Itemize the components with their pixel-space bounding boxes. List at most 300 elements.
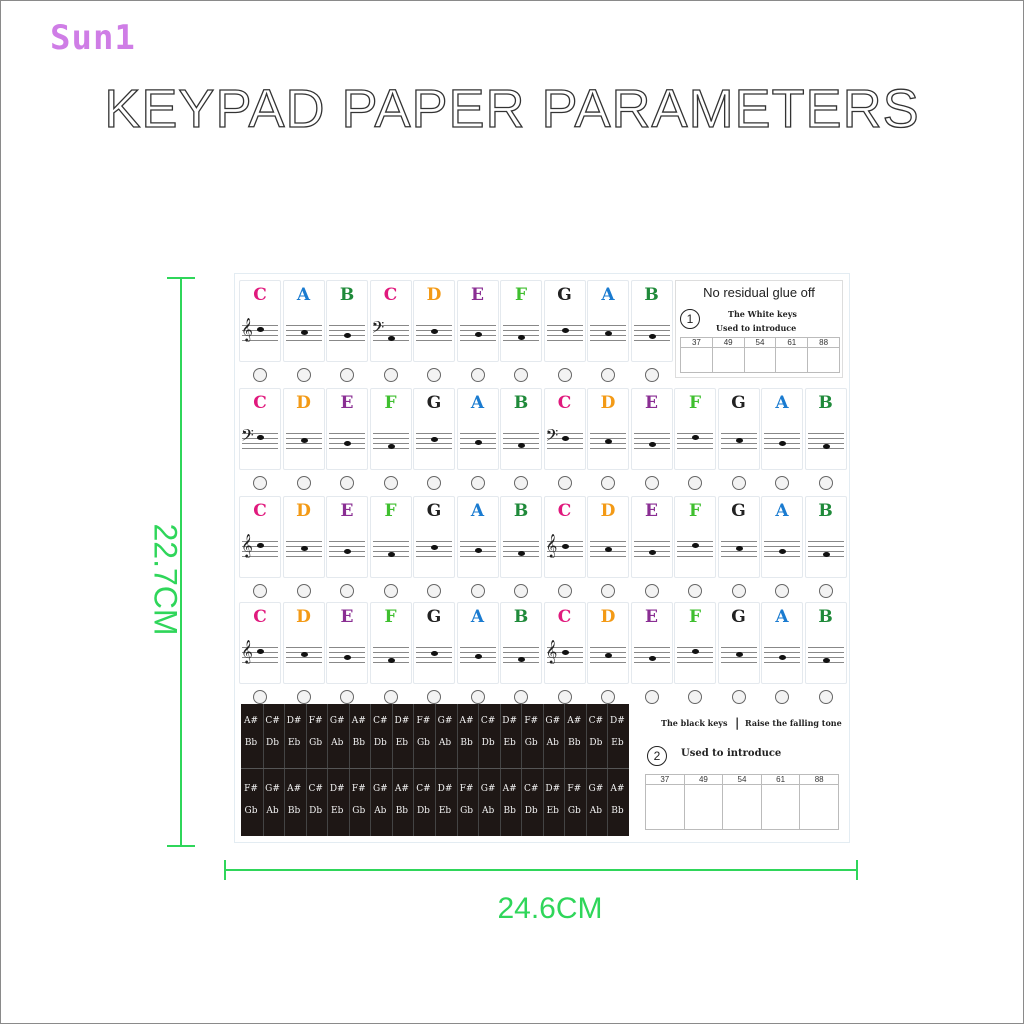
clef-icon: 𝄞	[545, 639, 558, 663]
key-count-value: 49	[713, 338, 744, 348]
key-number-badge	[732, 690, 746, 704]
key-number-badge	[253, 690, 267, 704]
note-letter: C	[253, 607, 267, 627]
note-head-icon	[431, 545, 438, 550]
key-number-badge	[297, 476, 311, 490]
white-key-sticker	[587, 496, 629, 578]
note-letter: C	[253, 393, 267, 413]
black-key-label: G#	[588, 784, 604, 794]
raise-falling-tone-label: Raise the falling tone	[745, 718, 842, 728]
white-key-sticker	[413, 280, 455, 362]
key-number-badge	[775, 690, 789, 704]
black-key-divider	[457, 704, 458, 836]
white-key-sticker	[718, 496, 760, 578]
black-key-label: Ab	[266, 806, 279, 816]
white-key-sticker	[761, 602, 803, 684]
note-letter: A	[296, 285, 311, 305]
black-key-divider	[370, 704, 371, 836]
white-key-sticker	[413, 602, 455, 684]
black-key-divider	[263, 704, 264, 836]
white-key-sticker	[587, 388, 629, 470]
black-key-label: C#	[416, 784, 431, 794]
white-key-sticker	[370, 496, 412, 578]
black-key-divider	[564, 704, 565, 836]
height-dimension-cap-bottom	[167, 845, 195, 847]
note-letter: G	[731, 393, 746, 413]
black-key-label: Eb	[503, 738, 516, 748]
black-key-label: Eb	[395, 738, 409, 748]
black-key-label: F#	[459, 784, 474, 794]
black-key-label: Ab	[589, 806, 602, 816]
black-key-divider	[284, 704, 285, 836]
white-key-sticker	[326, 602, 368, 684]
black-key-label: A#	[394, 784, 409, 794]
black-key-label: Db	[524, 806, 538, 816]
note-letter: G	[426, 607, 442, 627]
note-head-icon	[605, 653, 612, 658]
black-keys-label: The black keys	[661, 718, 728, 728]
note-letter: F	[384, 393, 397, 413]
white-key-sticker	[631, 496, 673, 578]
key-number-badge	[253, 368, 267, 382]
black-key-divider	[349, 704, 350, 836]
white-key-sticker	[631, 280, 673, 362]
key-number-badge	[514, 690, 528, 704]
note-head-icon	[692, 435, 699, 440]
watermark: Sun1	[50, 18, 136, 58]
white-key-sticker	[805, 388, 847, 470]
note-head-icon	[431, 437, 438, 442]
black-key-label: Gb	[524, 738, 538, 748]
note-letter: A	[775, 393, 789, 413]
key-number-badge	[471, 690, 485, 704]
note-letter: A	[470, 607, 485, 627]
key-number-badge	[558, 584, 572, 598]
white-key-sticker	[457, 388, 499, 470]
black-key-divider	[327, 704, 328, 836]
note-head-icon	[779, 549, 786, 554]
note-head-icon	[605, 331, 612, 336]
width-dimension-cap-right	[856, 860, 858, 880]
black-key-label: D#	[610, 716, 625, 726]
note-head-icon	[344, 655, 351, 660]
black-key-label: C#	[265, 716, 280, 726]
black-key-label: Bb	[503, 806, 516, 816]
info-heading: No residual glue off	[703, 285, 815, 300]
black-key-label: Eb	[287, 738, 301, 748]
key-count-value: 37	[681, 338, 712, 348]
key-number-badge	[819, 584, 833, 598]
key-number-badge	[471, 476, 485, 490]
key-count-table-2	[645, 774, 839, 830]
white-key-sticker	[631, 602, 673, 684]
black-key-label: G#	[480, 784, 496, 794]
note-head-icon	[388, 658, 395, 663]
note-head-icon	[562, 436, 569, 441]
white-key-sticker	[283, 496, 325, 578]
key-count-value: 54	[723, 775, 761, 785]
note-letter: D	[600, 501, 616, 521]
height-dimension-label: 22.7CM	[147, 523, 184, 636]
note-head-icon	[257, 327, 264, 332]
black-key-label: G#	[265, 784, 280, 794]
black-key-label: C#	[373, 716, 388, 726]
white-key-sticker	[500, 496, 542, 578]
note-letter: B	[818, 607, 833, 627]
key-number-badge	[297, 690, 311, 704]
white-key-sticker	[283, 280, 325, 362]
note-head-icon	[475, 440, 482, 445]
note-letter: F	[688, 607, 702, 627]
note-letter: C	[383, 285, 398, 305]
white-key-sticker	[326, 496, 368, 578]
clef-icon: 𝄞	[545, 533, 558, 557]
black-key-divider	[413, 704, 414, 836]
info2-heading: Used to introduce	[681, 748, 782, 759]
white-key-sticker	[326, 388, 368, 470]
white-key-sticker	[500, 602, 542, 684]
white-key-sticker	[544, 602, 586, 684]
note-head-icon	[605, 547, 612, 552]
note-letter: B	[513, 501, 529, 521]
note-head-icon	[257, 543, 264, 548]
black-key-divider	[500, 704, 501, 836]
note-letter: B	[339, 285, 355, 305]
key-number-badge	[253, 476, 267, 490]
black-key-label: Db	[266, 738, 280, 748]
note-head-icon	[475, 654, 482, 659]
black-key-label: C#	[588, 716, 604, 726]
note-letter: A	[775, 607, 789, 627]
black-key-label: F#	[567, 784, 582, 794]
note-letter: E	[645, 393, 658, 413]
note-letter: C	[557, 393, 572, 413]
white-key-sticker	[805, 602, 847, 684]
height-dimension-cap-top	[167, 277, 195, 279]
note-head-icon	[518, 443, 525, 448]
key-count-value: 61	[776, 338, 807, 348]
white-key-sticker	[544, 388, 586, 470]
key-number-badge	[601, 690, 615, 704]
info-number-badge-2: 2	[647, 746, 667, 766]
note-head-icon	[344, 333, 351, 338]
key-number-badge	[514, 584, 528, 598]
key-number-badge	[384, 584, 398, 598]
width-dimension-cap-left	[224, 860, 226, 880]
white-key-sticker	[239, 602, 281, 684]
clef-icon: 𝄞	[241, 639, 253, 663]
note-letter: B	[513, 607, 529, 627]
note-letter: G	[731, 501, 746, 521]
separator: |	[735, 716, 740, 730]
white-key-sticker	[587, 602, 629, 684]
key-count-value: 37	[646, 775, 684, 785]
key-number-badge	[732, 584, 746, 598]
width-dimension-line	[224, 869, 858, 871]
white-key-sticker	[239, 496, 281, 578]
white-key-sticker	[631, 388, 673, 470]
key-number-badge	[688, 476, 702, 490]
note-head-icon	[301, 330, 308, 335]
key-number-badge	[645, 690, 659, 704]
note-head-icon	[431, 329, 438, 334]
black-key-label: A#	[610, 784, 625, 794]
black-key-label: Db	[589, 738, 603, 748]
black-key-label: Gb	[567, 806, 581, 816]
key-count-value: 61	[762, 775, 800, 785]
note-head-icon	[301, 546, 308, 551]
key-number-badge	[601, 584, 615, 598]
clef-icon: 𝄢	[241, 425, 254, 449]
black-key-label: F#	[416, 716, 431, 726]
black-key-label: G#	[329, 716, 345, 726]
black-key-divider	[607, 704, 608, 836]
key-row	[239, 496, 849, 594]
black-key-label: A#	[351, 716, 366, 726]
note-head-icon	[736, 546, 743, 551]
note-letter: D	[296, 393, 311, 413]
black-key-label: Bb	[352, 738, 365, 748]
key-number-badge	[340, 476, 354, 490]
note-head-icon	[431, 651, 438, 656]
info-box-black-keys	[639, 704, 843, 836]
key-count-value: 88	[800, 775, 838, 785]
black-key-label: Db	[481, 738, 495, 748]
white-key-sticker	[500, 388, 542, 470]
white-key-sticker	[370, 280, 412, 362]
note-head-icon	[823, 658, 830, 663]
black-key-label: G#	[437, 716, 453, 726]
note-head-icon	[388, 444, 395, 449]
black-key-label: Ab	[481, 806, 495, 816]
white-key-sticker	[283, 388, 325, 470]
note-letter: E	[645, 607, 658, 627]
note-letter: A	[470, 501, 485, 521]
note-head-icon	[692, 543, 699, 548]
note-head-icon	[301, 652, 308, 657]
key-number-badge	[645, 368, 659, 382]
black-key-label: Db	[309, 806, 323, 816]
clef-icon: 𝄞	[241, 317, 253, 341]
note-head-icon	[779, 441, 786, 446]
key-number-badge	[384, 476, 398, 490]
note-head-icon	[649, 442, 656, 447]
note-head-icon	[344, 549, 351, 554]
note-letter: A	[470, 393, 485, 413]
key-number-badge	[427, 476, 441, 490]
black-key-label: C#	[524, 784, 539, 794]
note-head-icon	[779, 655, 786, 660]
black-key-label: F#	[308, 716, 323, 726]
key-number-badge	[427, 584, 441, 598]
black-key-divider	[543, 704, 544, 836]
key-number-badge	[340, 690, 354, 704]
black-key-label: A#	[243, 716, 259, 726]
black-key-label: Db	[373, 738, 387, 748]
black-key-label: F#	[524, 716, 539, 726]
white-key-sticker	[370, 388, 412, 470]
black-key-label: Bb	[568, 738, 581, 748]
black-key-divider	[586, 704, 587, 836]
note-head-icon	[301, 438, 308, 443]
width-dimension-label: 24.6CM	[497, 892, 603, 925]
white-key-sticker	[500, 280, 542, 362]
black-key-label: Eb	[438, 806, 452, 816]
key-count-value: 88	[808, 338, 839, 348]
white-key-sticker	[761, 496, 803, 578]
key-number-badge	[775, 584, 789, 598]
key-count-cell	[762, 775, 801, 829]
note-letter: E	[471, 285, 484, 305]
white-key-sticker	[413, 388, 455, 470]
note-head-icon	[257, 435, 264, 440]
key-count-cell	[723, 775, 762, 829]
black-key-label: F#	[351, 784, 366, 794]
key-row	[239, 602, 849, 700]
note-head-icon	[518, 335, 525, 340]
key-row	[239, 280, 849, 378]
note-head-icon	[518, 551, 525, 556]
black-key-divider	[521, 704, 522, 836]
black-key-label: Bb	[460, 738, 473, 748]
note-head-icon	[562, 544, 569, 549]
white-key-sticker	[674, 388, 716, 470]
key-number-badge	[384, 690, 398, 704]
note-letter: F	[688, 393, 702, 413]
key-number-badge	[819, 476, 833, 490]
black-key-label: Ab	[546, 738, 559, 748]
black-key-label: Ab	[374, 806, 387, 816]
clef-icon: 𝄢	[371, 317, 385, 341]
white-key-sticker	[674, 602, 716, 684]
note-head-icon	[736, 438, 743, 443]
black-key-label: Gb	[460, 806, 474, 816]
note-letter: F	[688, 501, 702, 521]
note-head-icon	[388, 552, 395, 557]
key-number-badge	[732, 476, 746, 490]
key-number-badge	[645, 584, 659, 598]
info-line-white-keys: The White keys	[728, 309, 797, 319]
black-key-label: Db	[416, 806, 430, 816]
black-key-divider	[478, 704, 479, 836]
page-title: KEYPAD PAPER PARAMETERS	[104, 79, 920, 139]
black-key-row-divider	[241, 768, 629, 769]
white-key-sticker	[326, 280, 368, 362]
note-head-icon	[562, 650, 569, 655]
key-number-badge	[340, 584, 354, 598]
white-key-sticker	[587, 280, 629, 362]
note-letter: B	[644, 285, 659, 305]
note-head-icon	[518, 657, 525, 662]
key-number-badge	[558, 476, 572, 490]
note-letter: E	[340, 607, 354, 627]
note-head-icon	[823, 444, 830, 449]
info-line-used-to-introduce: Used to introduce	[716, 323, 797, 333]
key-number-badge	[558, 368, 572, 382]
key-number-badge	[297, 584, 311, 598]
key-count-value: 49	[685, 775, 723, 785]
info-number-badge: 1	[680, 309, 700, 329]
black-key-label: D#	[329, 784, 345, 794]
note-letter: F	[384, 501, 397, 521]
black-key-divider	[306, 704, 307, 836]
black-key-label: F#	[244, 784, 258, 794]
black-key-label: D#	[286, 716, 302, 726]
note-letter: C	[253, 501, 267, 521]
white-key-sticker	[457, 280, 499, 362]
note-head-icon	[649, 656, 656, 661]
note-letter: E	[340, 501, 354, 521]
key-number-badge	[340, 368, 354, 382]
note-letter: F	[384, 607, 397, 627]
key-number-badge	[514, 476, 528, 490]
black-key-divider	[392, 704, 393, 836]
key-count-cell	[646, 775, 685, 829]
black-key-label: D#	[437, 784, 453, 794]
key-number-badge	[427, 690, 441, 704]
white-key-sticker	[761, 388, 803, 470]
black-key-label: Gb	[309, 738, 323, 748]
keypad-sticker-sheet	[234, 273, 850, 843]
black-key-label: Bb	[395, 806, 409, 816]
black-key-label: A#	[502, 784, 517, 794]
white-key-sticker	[805, 496, 847, 578]
key-number-badge	[471, 368, 485, 382]
key-number-badge	[427, 368, 441, 382]
note-head-icon	[692, 649, 699, 654]
key-number-badge	[384, 368, 398, 382]
key-number-badge	[253, 584, 267, 598]
note-letter: G	[557, 285, 572, 305]
white-key-sticker	[457, 496, 499, 578]
key-number-badge	[601, 368, 615, 382]
key-number-badge	[819, 690, 833, 704]
key-number-badge	[297, 368, 311, 382]
black-key-label: C#	[308, 784, 323, 794]
white-key-sticker	[544, 496, 586, 578]
note-letter: E	[645, 501, 658, 521]
note-head-icon	[605, 439, 612, 444]
note-head-icon	[475, 332, 482, 337]
note-letter: A	[601, 285, 615, 305]
key-count-cell	[800, 775, 838, 829]
note-letter: C	[253, 285, 267, 305]
white-key-sticker	[413, 496, 455, 578]
note-letter: B	[818, 501, 833, 521]
black-key-label: Bb	[611, 806, 624, 816]
black-key-label: Gb	[352, 806, 366, 816]
black-key-label: G#	[545, 716, 561, 726]
key-number-badge	[471, 584, 485, 598]
black-key-label: Eb	[546, 806, 559, 816]
white-key-sticker	[674, 496, 716, 578]
black-key-label: Eb	[331, 806, 344, 816]
note-letter: B	[513, 393, 529, 413]
note-head-icon	[475, 548, 482, 553]
black-key-label: Eb	[611, 738, 624, 748]
note-head-icon	[344, 441, 351, 446]
black-key-label: D#	[545, 784, 561, 794]
key-row	[239, 388, 849, 486]
note-head-icon	[562, 328, 569, 333]
note-letter: D	[600, 393, 616, 413]
black-key-divider	[435, 704, 436, 836]
clef-icon: 𝄞	[241, 533, 253, 557]
note-letter: D	[426, 285, 442, 305]
white-key-sticker	[718, 602, 760, 684]
black-keys-block	[241, 704, 629, 836]
white-key-sticker	[544, 280, 586, 362]
